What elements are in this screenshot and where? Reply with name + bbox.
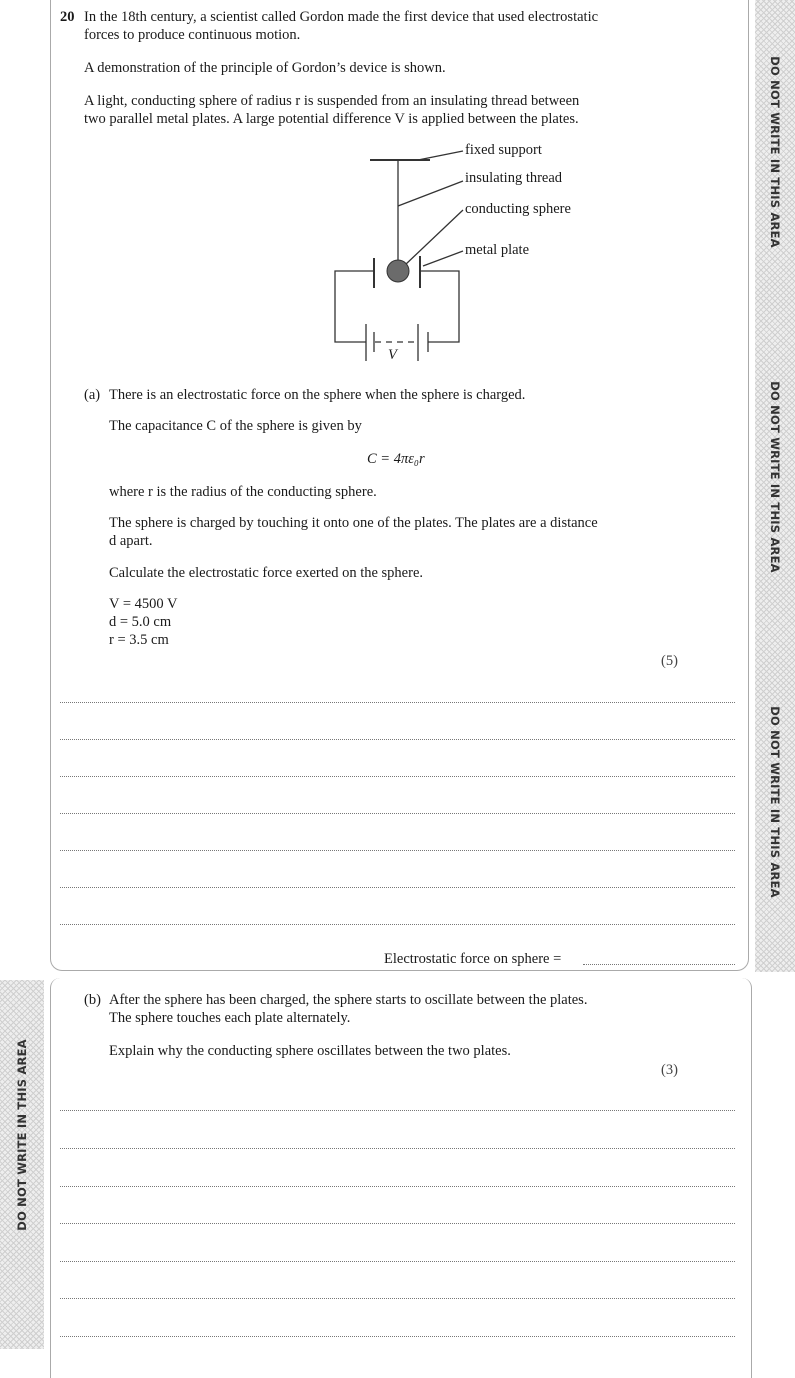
answer-line[interactable] <box>60 1110 735 1111</box>
given-value: r = 3.5 cm <box>109 632 169 648</box>
demo-text: A demonstration of the principle of Gordon’s device is shown. <box>84 60 446 76</box>
part-b-text: After the sphere has been charged, the sphere starts to oscillate between the plates. <box>109 992 588 1008</box>
setup-text: A light, conducting sphere of radius r is suspended from an insulating thread between <box>84 93 580 109</box>
where-text: where r is the radius of the conducting sphere. <box>109 484 377 500</box>
answer-line[interactable] <box>60 739 735 740</box>
answer-line[interactable] <box>60 813 735 814</box>
answer-line[interactable] <box>60 1336 735 1337</box>
answer-line[interactable] <box>60 850 735 851</box>
part-b-text: The sphere touches each plate alternately. <box>109 1010 351 1026</box>
answer-line[interactable] <box>60 1186 735 1187</box>
setup-text: two parallel metal plates. A large potential difference V is applied between the plates. <box>84 111 579 127</box>
intro-text: forces to produce continuous motion. <box>84 27 301 43</box>
part-a-text: There is an electrostatic force on the sphere when the sphere is charged. <box>109 387 526 403</box>
charged-text: The sphere is charged by touching it onto one of the plates. The plates are a distance <box>109 515 598 531</box>
conducting-sphere <box>387 260 409 282</box>
given-value: V = 4500 V <box>109 596 178 612</box>
margin-warning: DO NOT WRITE IN THIS AREA <box>15 1039 29 1231</box>
capacitance-equation: C = 4πε₀r <box>367 451 425 467</box>
margin-warning: DO NOT WRITE IN THIS AREA <box>768 381 782 573</box>
final-answer-line[interactable] <box>583 964 735 965</box>
page-bottom-border <box>50 978 752 1378</box>
diagram-label: metal plate <box>465 242 530 258</box>
answer-line[interactable] <box>60 1298 735 1299</box>
question-number: 20 <box>60 9 75 25</box>
answer-line[interactable] <box>60 702 735 703</box>
answer-line[interactable] <box>60 1148 735 1149</box>
leader-line <box>418 151 463 160</box>
instruction-text: Calculate the electrostatic force exerted on the sphere. <box>109 565 424 581</box>
part-label: (a) <box>84 387 101 403</box>
capacitance-intro: The capacitance C of the sphere is given by <box>109 418 362 434</box>
instruction-text: Explain why the conducting sphere oscillates between the two plates. <box>109 1043 511 1059</box>
answer-line[interactable] <box>60 924 735 925</box>
marks: (3) <box>661 1062 678 1078</box>
diagram-label: conducting sphere <box>465 201 571 217</box>
marks: (5) <box>661 653 678 669</box>
voltage-label: V <box>388 347 397 363</box>
part-label: (b) <box>84 992 101 1008</box>
answer-line[interactable] <box>60 776 735 777</box>
answer-line[interactable] <box>60 1261 735 1262</box>
answer-line[interactable] <box>60 887 735 888</box>
intro-text: In the 18th century, a scientist called Gordon made the first device that used electrostatic <box>84 9 599 25</box>
diagram-label: insulating thread <box>465 170 563 186</box>
answer-label: Electrostatic force on sphere = <box>384 951 562 967</box>
charged-text: d apart. <box>109 533 153 549</box>
answer-line[interactable] <box>60 1223 735 1224</box>
margin-warning: DO NOT WRITE IN THIS AREA <box>768 706 782 898</box>
given-value: d = 5.0 cm <box>109 614 172 630</box>
margin-warning: DO NOT WRITE IN THIS AREA <box>768 56 782 248</box>
diagram-label: fixed support <box>465 142 542 158</box>
